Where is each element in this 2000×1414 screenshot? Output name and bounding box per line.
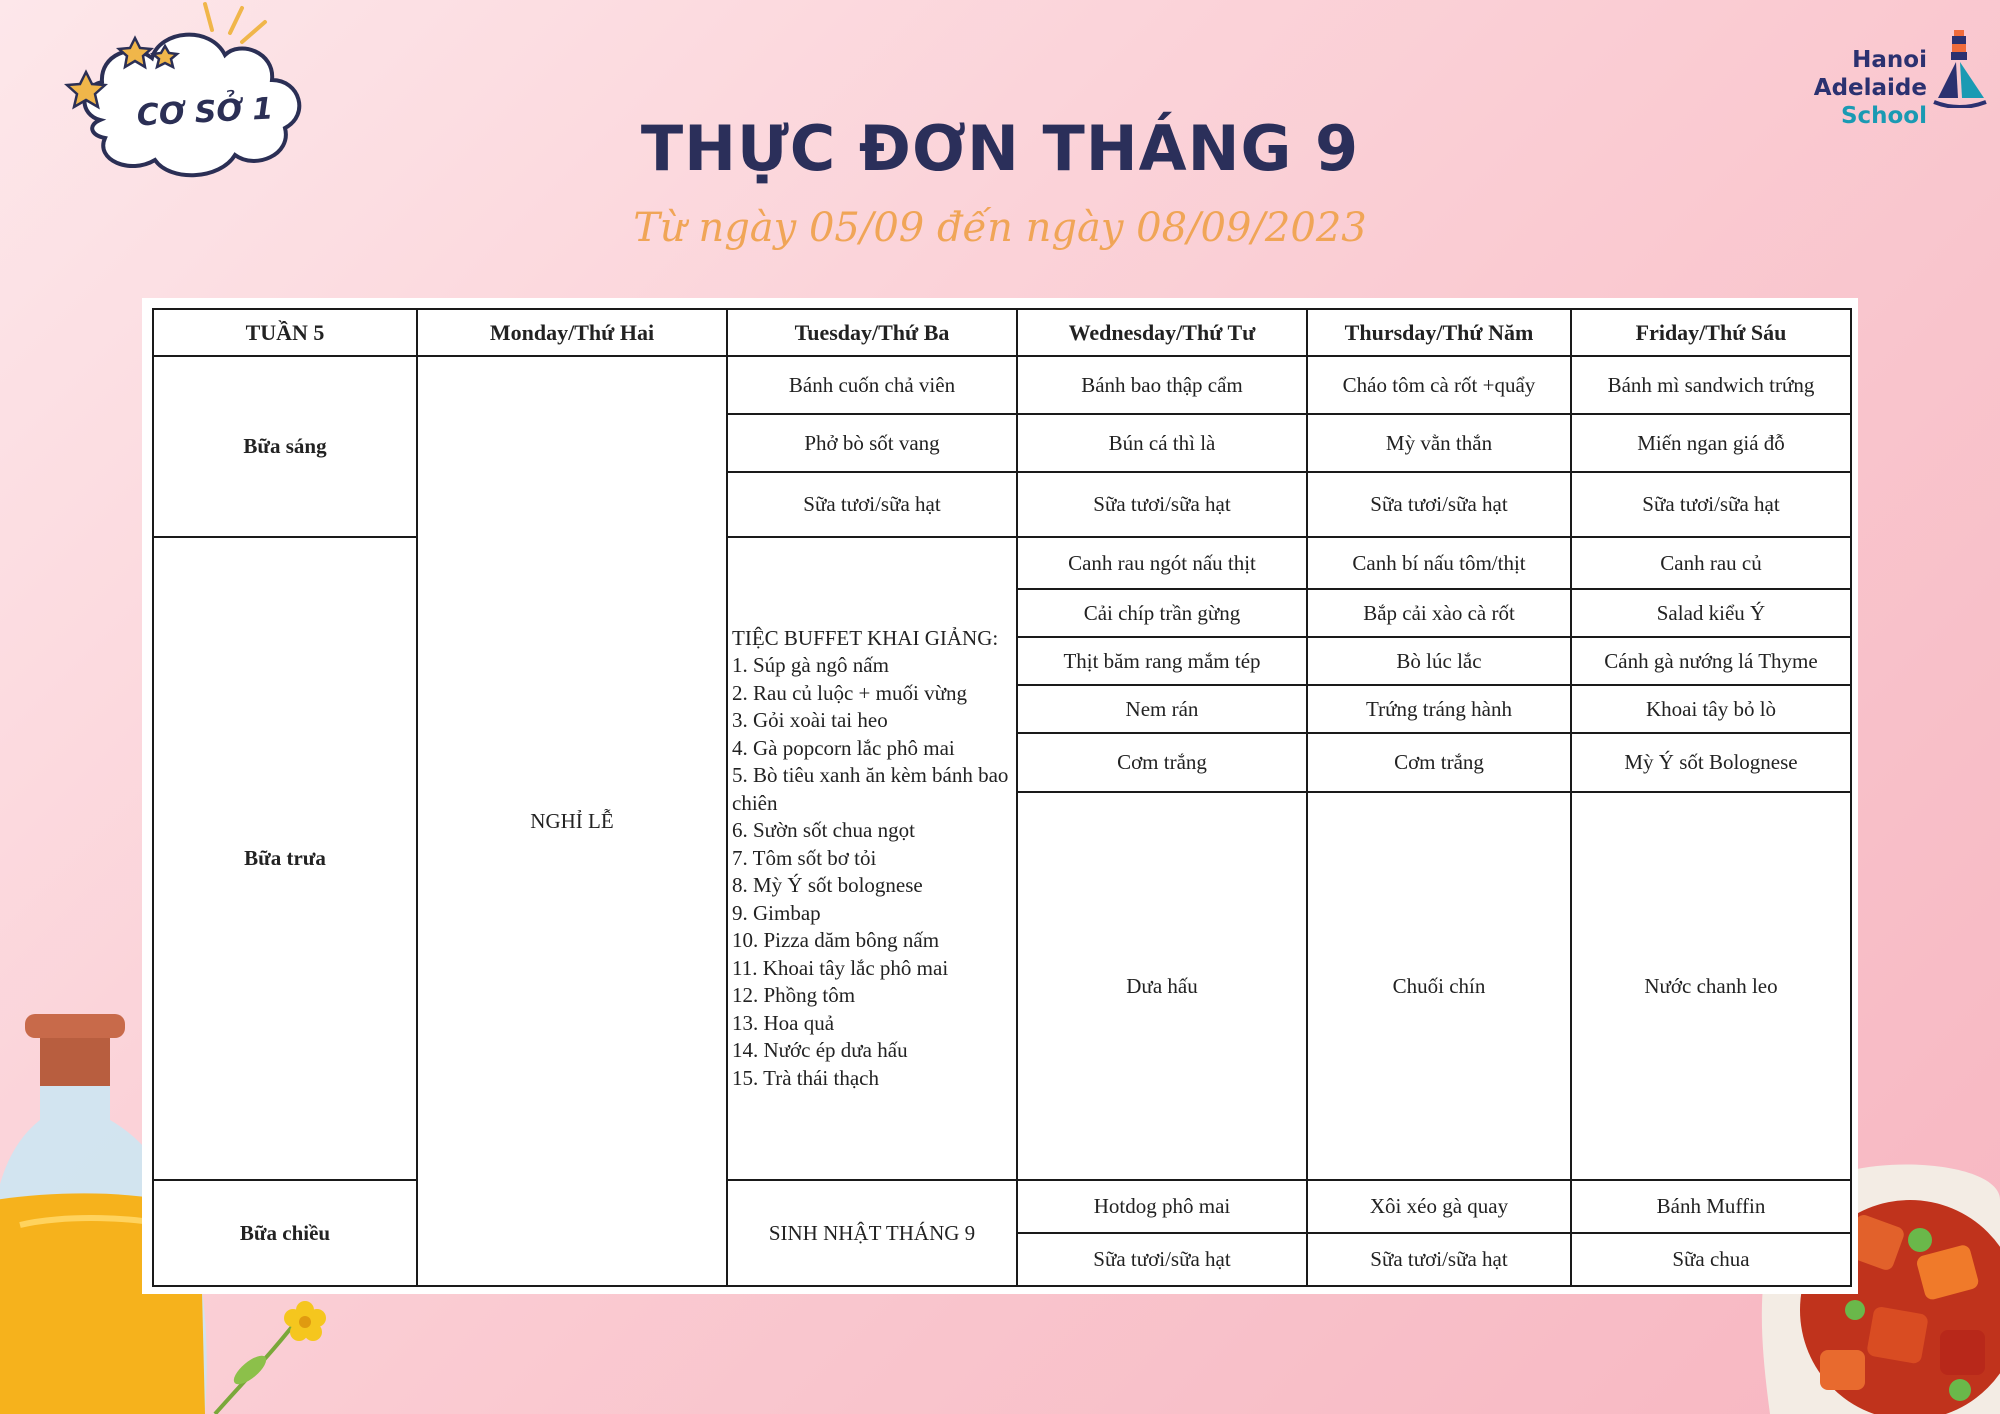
menu-cell: Cải chíp trần gừng [1017, 589, 1307, 637]
menu-cell: Sữa tươi/sữa hạt [1307, 472, 1571, 537]
logo-line-1: Hanoi [1852, 47, 1927, 73]
menu-cell: Cháo tôm cà rốt +quẩy [1307, 356, 1571, 414]
week-header: TUẦN 5 [153, 309, 417, 356]
menu-cell: Sữa tươi/sữa hạt [727, 472, 1017, 537]
buffet-item: 10. Pizza dăm bông nấm [732, 928, 940, 953]
table-row [153, 537, 1851, 589]
menu-cell: Nước chanh leo [1571, 792, 1851, 1180]
buffet-item: 3. Gỏi xoài tai heo [732, 708, 888, 733]
menu-cell: Thịt băm rang mắm tép [1017, 637, 1307, 685]
buffet-item: 4. Gà popcorn lắc phô mai [732, 735, 955, 760]
buffet-item: 2. Rau củ luộc + muối vừng [732, 680, 967, 705]
menu-cell: Bánh cuốn chả viên [727, 356, 1017, 414]
menu-cell: Bánh bao thập cẩm [1017, 356, 1307, 414]
buffet-item: 5. Bò tiêu xanh ăn kèm bánh bao chiên [732, 763, 1009, 815]
table-row [153, 1180, 1851, 1233]
menu-cell: Khoai tây bỏ lò [1571, 685, 1851, 733]
menu-cell: Xôi xéo gà quay [1307, 1180, 1571, 1233]
menu-cell: Cánh gà nướng lá Thyme [1571, 637, 1851, 685]
menu-cell: Hotdog phô mai [1017, 1180, 1307, 1233]
flower-illustration [205, 1290, 335, 1414]
menu-cell: Bò lúc lắc [1307, 637, 1571, 685]
breakfast-label: Bữa sáng [153, 356, 417, 537]
birthday-cell: SINH NHẬT THÁNG 9 [727, 1180, 1017, 1286]
menu-cell: Salad kiểu Ý [1571, 589, 1851, 637]
buffet-item: 14. Nước ép dưa hấu [732, 1038, 908, 1063]
menu-cell: Bắp cải xào cà rốt [1307, 589, 1571, 637]
menu-cell: Miến ngan giá đỗ [1571, 414, 1851, 472]
menu-cell: Trứng tráng hành [1307, 685, 1571, 733]
campus-badge: CƠ SỞ 1 [135, 91, 275, 134]
menu-cell: Chuối chín [1307, 792, 1571, 1180]
menu-cell: Bánh Muffin [1571, 1180, 1851, 1233]
menu-cell: Sữa chua [1571, 1233, 1851, 1286]
buffet-item: 8. Mỳ Ý sốt bolognese [732, 873, 923, 898]
menu-cell: Canh rau củ [1571, 537, 1851, 589]
menu-table [152, 308, 1852, 1287]
menu-cell: Cơm trắng [1307, 733, 1571, 792]
thursday-header: Thursday/Thứ Năm [1307, 309, 1571, 356]
buffet-item: 9. Gimbap [732, 900, 821, 925]
menu-cell: Bánh mì sandwich trứng [1571, 356, 1851, 414]
page-title: THỰC ĐƠN THÁNG 9 [640, 112, 1360, 185]
monday-holiday-cell: NGHỈ LỄ [417, 356, 727, 1286]
menu-cell: Nem rán [1017, 685, 1307, 733]
buffet-item: TIỆC BUFFET KHAI GIẢNG: [732, 625, 999, 650]
afternoon-label: Bữa chiều [153, 1180, 417, 1286]
tuesday-header: Tuesday/Thứ Ba [727, 309, 1017, 356]
menu-cell: Dưa hấu [1017, 792, 1307, 1180]
menu-cell: Sữa tươi/sữa hạt [1571, 472, 1851, 537]
buffet-menu-cell [727, 537, 1017, 1180]
menu-cell: Canh rau ngót nấu thịt [1017, 537, 1307, 589]
buffet-item: 1. Súp gà ngô nấm [732, 653, 889, 678]
menu-cell: Sữa tươi/sữa hạt [1307, 1233, 1571, 1286]
buffet-list [732, 625, 1012, 1093]
menu-cell: Mỳ Ý sốt Bolognese [1571, 733, 1851, 792]
menu-cell: Mỳ vằn thắn [1307, 414, 1571, 472]
lunch-label: Bữa trưa [153, 537, 417, 1180]
buffet-item: 13. Hoa quả [732, 1010, 835, 1035]
table-row [153, 356, 1851, 414]
menu-sheet [142, 298, 1858, 1294]
buffet-item: 7. Tôm sốt bơ tỏi [732, 845, 877, 870]
sparkle-lines-icon [205, 4, 265, 42]
buffet-item: 15. Trà thái thạch [732, 1065, 879, 1090]
monday-header: Monday/Thứ Hai [417, 309, 727, 356]
menu-cell: Bún cá thì là [1017, 414, 1307, 472]
table-header-row [153, 309, 1851, 356]
menu-cell: Phở bò sốt vang [727, 414, 1017, 472]
menu-cell: Canh bí nấu tôm/thịt [1307, 537, 1571, 589]
menu-cell: Cơm trắng [1017, 733, 1307, 792]
menu-cell: Sữa tươi/sữa hạt [1017, 472, 1307, 537]
menu-cell: Sữa tươi/sữa hạt [1017, 1233, 1307, 1286]
wednesday-header: Wednesday/Thứ Tư [1017, 309, 1307, 356]
lighthouse-sail-icon [1928, 28, 1990, 108]
date-range-subtitle: Từ ngày 05/09 đến ngày 08/09/2023 [633, 205, 1367, 251]
buffet-item: 11. Khoai tây lắc phô mai [732, 955, 949, 980]
buffet-item: 6. Sườn sốt chua ngọt [732, 818, 915, 843]
logo-line-2: Adelaide [1813, 75, 1927, 101]
buffet-item: 12. Phồng tôm [732, 983, 856, 1008]
logo-line-3: School [1840, 103, 1927, 129]
friday-header: Friday/Thứ Sáu [1571, 309, 1851, 356]
